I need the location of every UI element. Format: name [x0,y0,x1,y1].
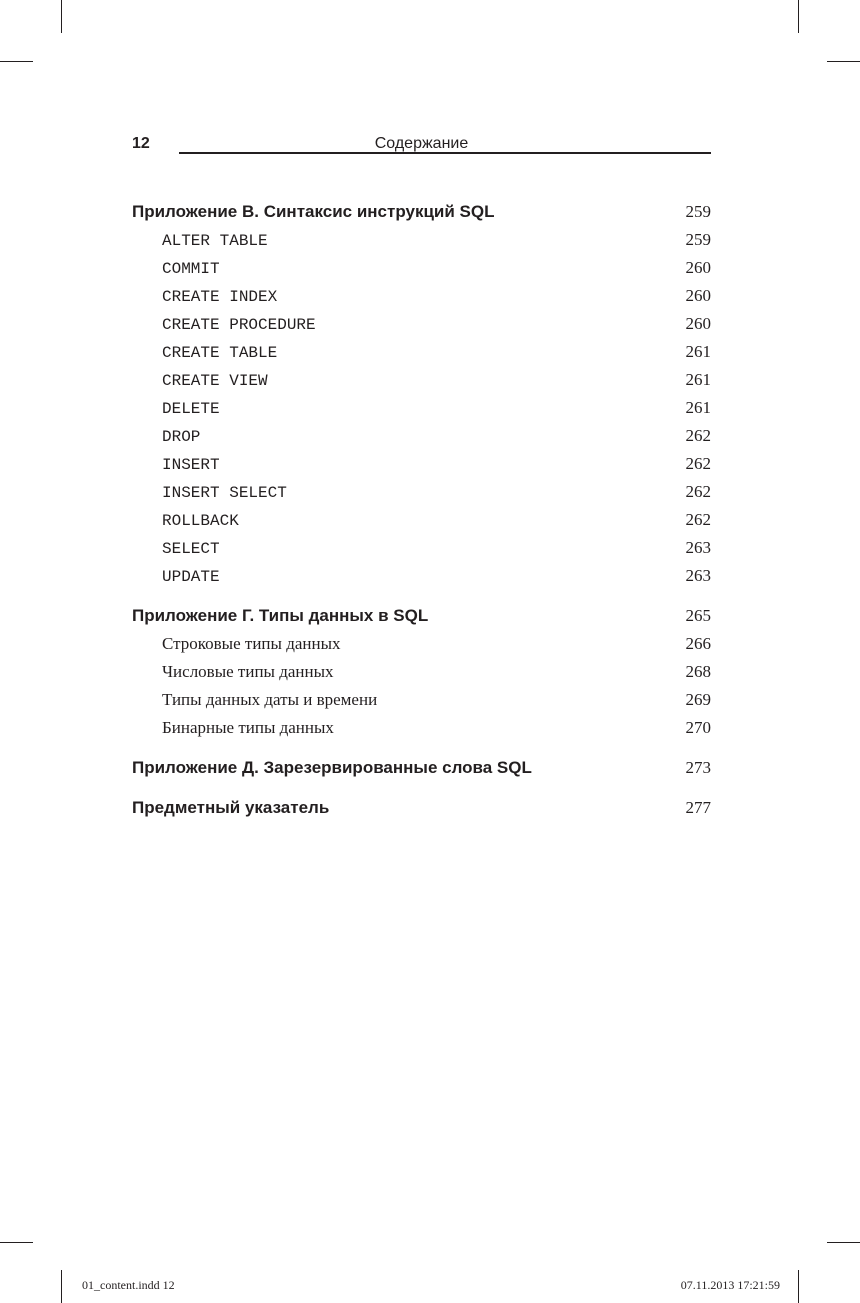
toc-entry [132,338,711,366]
toc-entry [132,310,711,338]
crop-mark-bottom-left [61,1270,62,1303]
toc-entry-title: DELETE [162,400,220,418]
toc-entry-page: 261 [685,342,711,361]
toc-heading [132,198,711,226]
crop-mark-right-bottom [827,1242,860,1243]
toc-entry-title: CREATE VIEW [162,372,268,390]
crop-mark-top-left [61,0,62,33]
toc-entry [132,658,711,686]
toc-heading [132,794,711,822]
table-of-contents [132,198,711,834]
toc-entry-title: Числовые типы данных [162,662,334,681]
toc-entry [132,422,711,450]
toc-entry [132,282,711,310]
header-rule [179,152,711,154]
toc-entry [132,630,711,658]
toc-entry [132,394,711,422]
toc-heading-page: 265 [685,606,711,625]
crop-mark-right-top [827,61,860,62]
toc-entry [132,226,711,254]
toc-entry [132,534,711,562]
toc-entry-page: 266 [685,634,711,653]
crop-mark-left-bottom [0,1242,33,1243]
toc-entry-page: 263 [685,566,711,585]
toc-entry [132,562,711,590]
toc-entry-page: 260 [685,286,711,305]
toc-entry-title: UPDATE [162,568,220,586]
toc-heading-title: Приложение В. Синтаксис инструкций SQL [132,202,495,221]
toc-entry-title: INSERT SELECT [162,484,287,502]
toc-entry-page: 262 [685,426,711,445]
footer-date-info: 07.11.2013 17:21:59 [680,1278,780,1292]
toc-heading-page: 277 [685,798,711,817]
toc-entry [132,254,711,282]
toc-heading-title: Предметный указатель [132,798,330,817]
toc-entry-page: 260 [685,314,711,333]
page-number: 12 [132,135,150,152]
toc-heading-page: 273 [685,758,711,777]
page-footer [82,1278,780,1294]
toc-entry-page: 262 [685,454,711,473]
toc-heading-page: 259 [685,202,711,221]
toc-entry-page: 259 [685,230,711,249]
toc-entry-title: Строковые типы данных [162,634,341,653]
toc-entry-title: ALTER TABLE [162,232,268,250]
toc-entry [132,506,711,534]
toc-section [132,602,711,742]
footer-file-info: 01_content.indd 12 [82,1278,175,1292]
toc-heading-title: Приложение Г. Типы данных в SQL [132,606,429,625]
toc-entry-title: CREATE PROCEDURE [162,316,316,334]
toc-heading [132,754,711,782]
running-title: Содержание [374,135,469,152]
toc-entry-title: ROLLBACK [162,512,239,530]
toc-entry-page: 261 [685,398,711,417]
toc-entry [132,686,711,714]
toc-entry-page: 268 [685,662,711,681]
toc-entry-page: 262 [685,482,711,501]
crop-mark-top-right [798,0,799,33]
toc-section [132,198,711,590]
toc-entry [132,450,711,478]
toc-entry-title: CREATE INDEX [162,288,278,306]
crop-mark-bottom-right [798,1270,799,1303]
toc-entry [132,366,711,394]
toc-entry-page: 260 [685,258,711,277]
toc-entry-page: 269 [685,690,711,709]
toc-entry-page: 261 [685,370,711,389]
toc-entry-title: DROP [162,428,201,446]
toc-entry-page: 263 [685,538,711,557]
toc-section [132,794,711,822]
toc-entry-page: 262 [685,510,711,529]
toc-entry-title: Типы данных даты и времени [162,690,378,709]
toc-entry-title: COMMIT [162,260,220,278]
toc-entry [132,714,711,742]
toc-entry-page: 270 [685,718,711,737]
toc-entry-title: Бинарные типы данных [162,718,334,737]
toc-entry-title: INSERT [162,456,220,474]
toc-entry-title: SELECT [162,540,220,558]
toc-entry [132,478,711,506]
toc-heading [132,602,711,630]
page-header [132,132,711,156]
toc-section [132,754,711,782]
crop-mark-left-top [0,61,33,62]
toc-entry-title: CREATE TABLE [162,344,278,362]
toc-heading-title: Приложение Д. Зарезервированные слова SQL [132,758,532,777]
